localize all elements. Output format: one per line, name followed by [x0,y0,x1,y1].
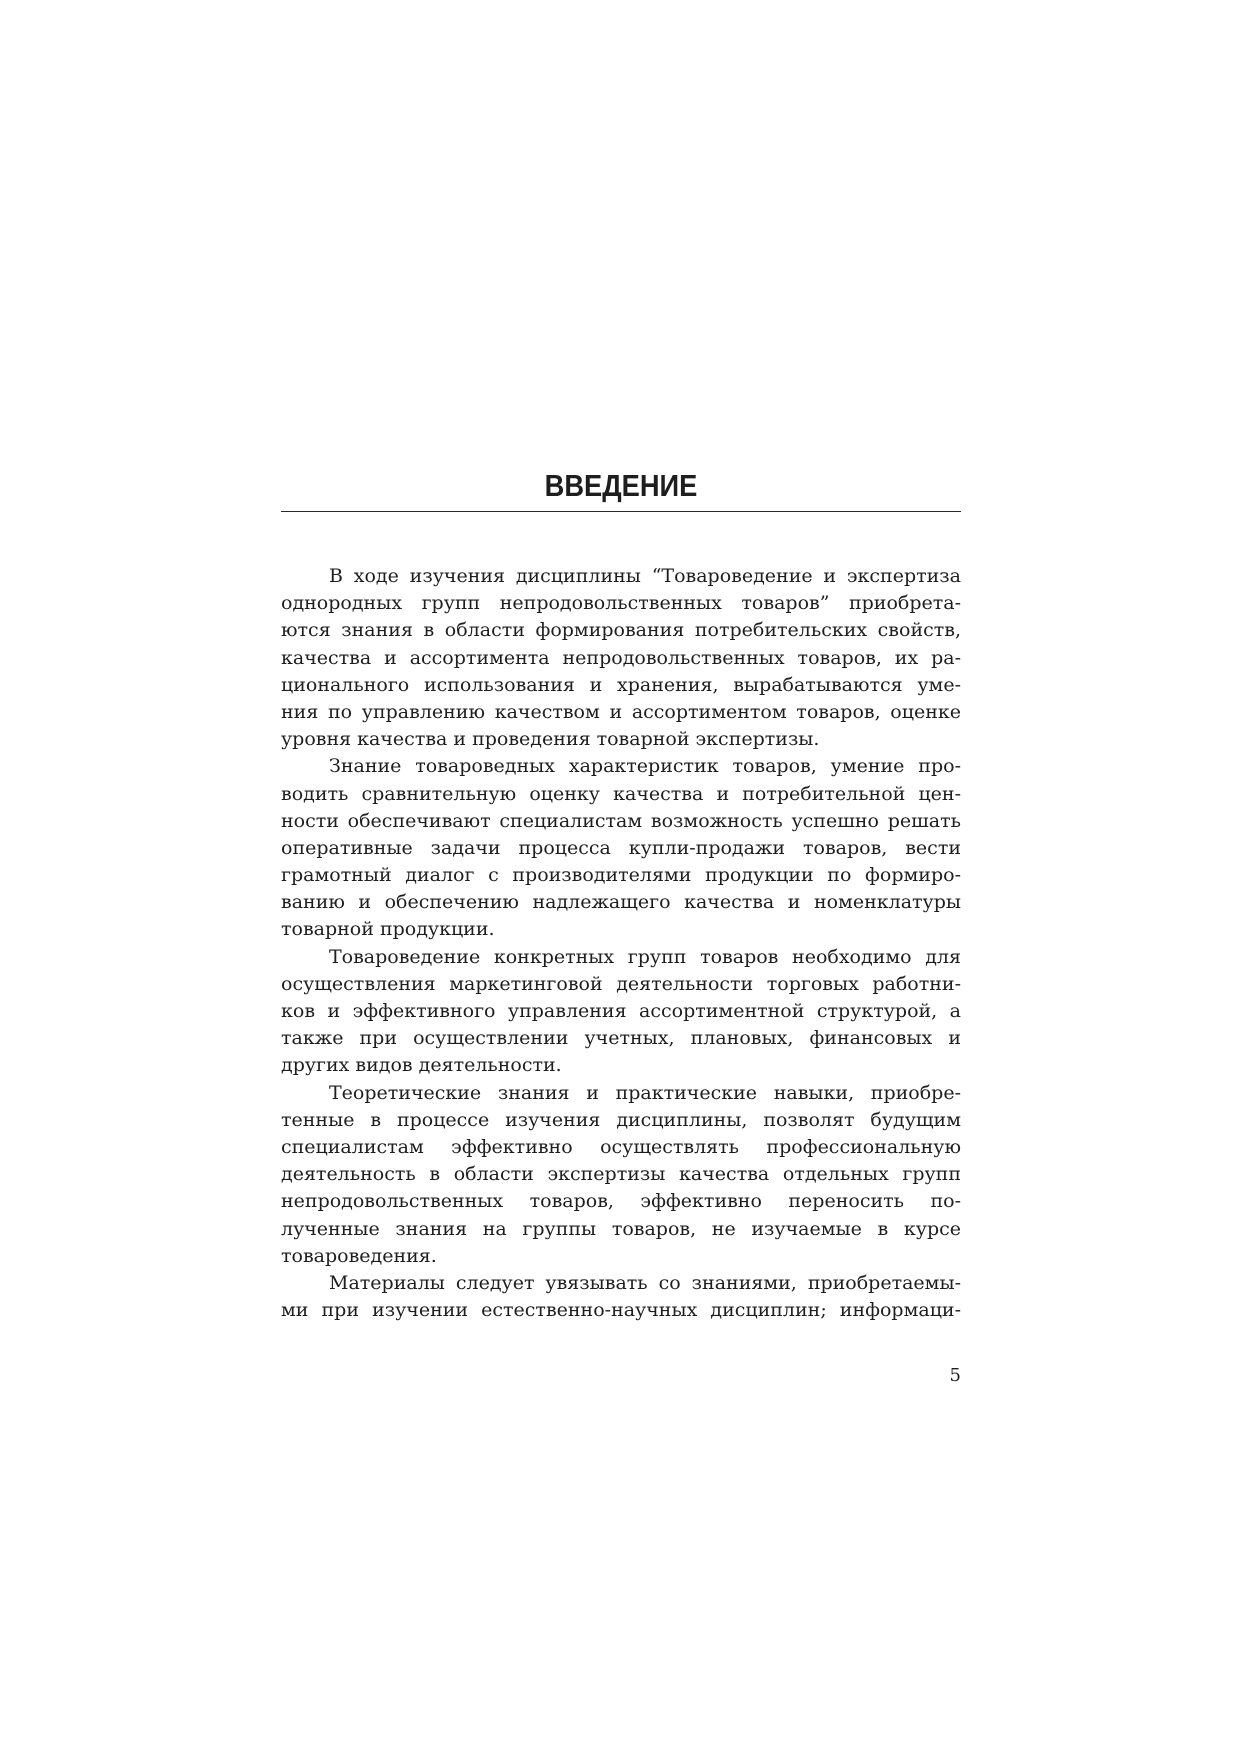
text-line: качества и ассортимента непродовольственных товаров, их ра- [281,646,961,669]
title-underline [281,511,961,512]
text-line: ются знания в области формирования потребительских свойств, [281,619,961,642]
text-line: ванию и обеспечению надлежащего качества и номенклатуры [281,891,961,914]
text-line: ности обеспечивают специалистам возможность успешно решать [281,809,961,832]
page-title: ВВЕДЕНИЕ [544,468,698,503]
text-line: других видов деятельности. [281,1054,562,1077]
text-line: тенные в процессе изучения дисциплины, позволят будущим [281,1108,961,1131]
text-line: Материалы следует увязывать со знаниями, приобретаемы- [329,1271,961,1294]
text-line: однородных групп непродовольственных товаров” приобрета- [281,592,961,615]
text-line: лученные знания на группы товаров, не изучаемые в курсе [281,1217,961,1240]
text-line: осуществления маркетинговой деятельности торговых работни- [281,972,961,995]
body-text [281,563,961,1324]
text-line: товароведения. [281,1244,437,1267]
text-line: оперативные задачи процесса купли-продажи товаров, вести [281,836,961,859]
text-line: грамотный диалог с производителями продукции по формиро- [281,864,961,887]
text-line: ния по управлению качеством и ассортиментом товаров, оценке [281,700,961,723]
text-line: водить сравнительную оценку качества и потребительной цен- [281,782,961,805]
text-line: товарной продукции. [281,918,495,941]
text-line: ми при изучении естественно-научных дисциплин; информаци- [281,1299,961,1322]
text-line: Теоретические знания и практические навыки, приобре- [329,1081,961,1104]
text-line: Знание товароведных характеристик товаров, умение про- [329,755,961,778]
text-line: уровня качества и проведения товарной экспертизы. [281,728,820,751]
text-line: ков и эффективного управления ассортиментной структурой, а [281,1000,961,1022]
text-line: В ходе изучения дисциплины “Товароведение и экспертиза [329,565,961,587]
text-line: также при осуществлении учетных, плановых, финансовых и [281,1027,961,1050]
text-line: специалистам эффективно осуществлять профессиональную [281,1135,961,1158]
text-line: ционального использования и хранения, вырабатываются уме- [281,673,961,696]
text-line: непродовольственных товаров, эффективно переносить по- [281,1190,961,1213]
page-number: 5 [949,1365,961,1386]
text-line: Товароведение конкретных групп товаров необходимо для [329,945,961,968]
text-line: деятельность в области экспертизы качества отдельных групп [281,1163,961,1186]
